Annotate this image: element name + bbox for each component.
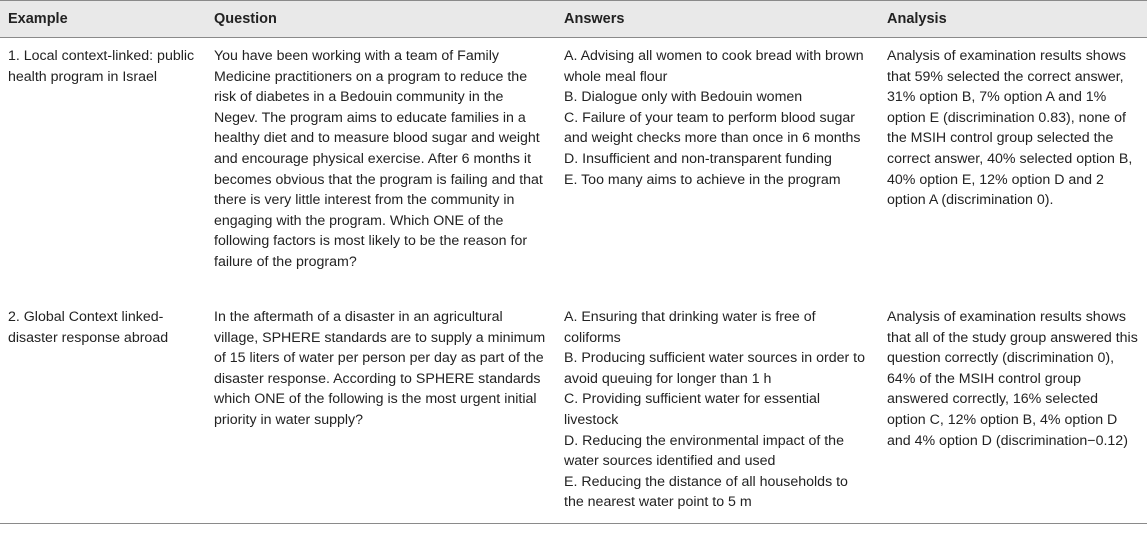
answer-option: A. Advising all women to cook bread with brown whole meal flour <box>564 48 864 85</box>
header-row <box>0 1 1147 38</box>
answers-cell <box>556 38 879 300</box>
header-question: Question <box>206 1 556 38</box>
answer-option: D. Insufficient and non-transparent funding <box>564 150 832 167</box>
analysis-cell: Analysis of examination results shows that all of the study group answered this question correctly (discrimination 0), 64% of the MSIH control group answered correctly, 16% selected option C, 12% option B, 4% option D and 4% option D (discrimination−0.12) <box>879 299 1147 523</box>
answer-option: B. Dialogue only with Bedouin women <box>564 89 803 106</box>
analysis-cell: Analysis of examination results shows that 59% selected the correct answer, 31% option B, 7% option A and 1% option E (discrimination 0.83), none of the MSIH control group selected the correct answer, 40% selected option B, 40% option E, 12% option D and 2 option A (discrimination 0). <box>887 48 1133 209</box>
example-cell: 1. Local context-linked: public health program in Israel <box>8 48 195 85</box>
example-cell: 2. Global Context linked-disaster response abroad <box>0 299 206 523</box>
header-answers: Answers <box>556 1 879 38</box>
answer-option: D. Reducing the environmental impact of the water sources identified and used <box>564 432 844 470</box>
question-cell: In the aftermath of a disaster in an agricultural village, SPHERE standards are to supply a minimum of 15 liters of water per person per day as part of the disaster response. According to SPHERE standards which ONE of the following is the most urgent initial priority in water supply? <box>206 299 556 523</box>
header-example: Example <box>0 1 206 38</box>
header-analysis: Analysis <box>879 1 1147 38</box>
question-cell: You have been working with a team of Family Medicine practitioners on a program to reduce the risk of diabetes in a Bedouin community in the Negev. The program aims to educate families in a healthy diet and to measure blood sugar and weight and encourage physical exercise. After 6 months it becomes obvious that the program is failing and that there is very little interest from the community in engaging with the program. Which ONE of the following factors is most likely to be the reason for failure of the program? <box>214 48 543 270</box>
answer-option: E. Too many aims to achieve in the program <box>564 171 841 188</box>
answer-option: A. Ensuring that drinking water is free of coliforms <box>564 309 816 346</box>
table-row <box>0 299 1147 523</box>
answer-option: B. Producing sufficient water sources in order to avoid queuing for longer than 1 h <box>564 350 865 387</box>
answer-option: E. Reducing the distance of all households to the nearest water point to 5 m <box>564 473 848 511</box>
table-row <box>0 38 1147 300</box>
answer-option: C. Providing sufficient water for essential livestock <box>564 391 821 428</box>
answer-option: C. Failure of your team to perform blood sugar and weight checks more than once in 6 months <box>564 109 861 147</box>
answers-cell <box>556 299 879 523</box>
